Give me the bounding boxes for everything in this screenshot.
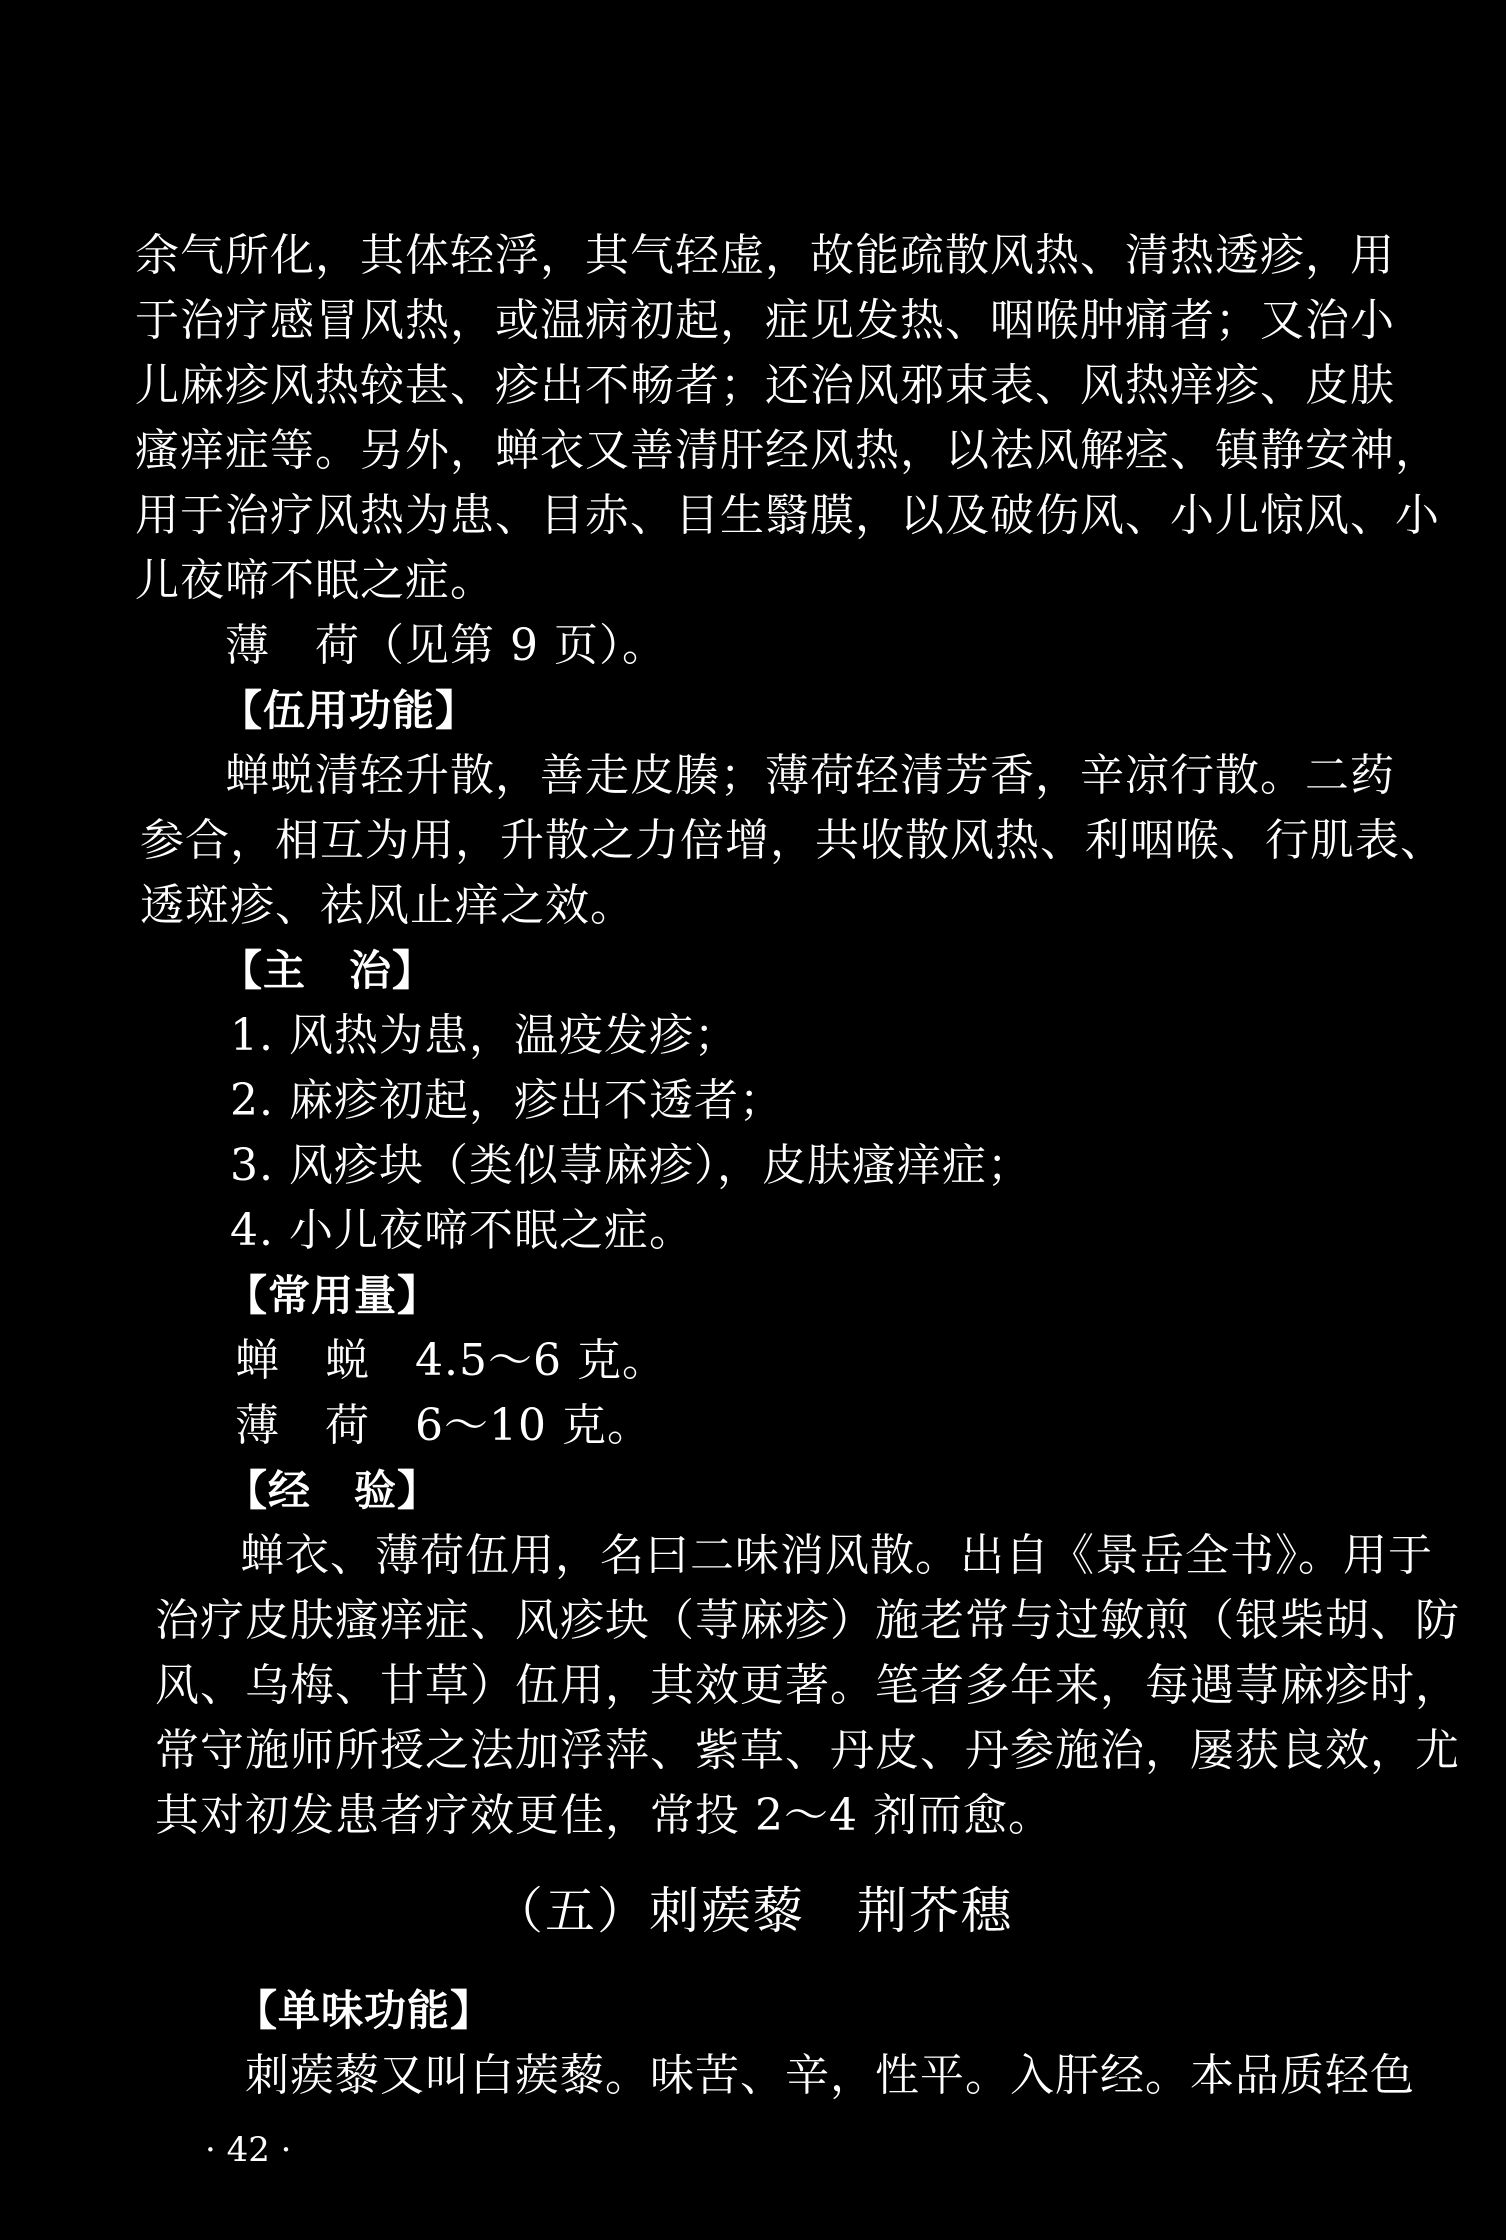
page-number: · 42 · <box>205 2130 292 2170</box>
combined-function-line-1: 蝉蜕清轻升散，善走皮腠；薄荷轻清芳香，辛凉行散。二药 <box>225 750 1395 801</box>
intro-line-2: 于治疗感冒风热，或温病初起，症见发热、咽喉肿痛者；又治小 <box>135 295 1395 346</box>
combined-function-line-3: 透斑疹、祛风止痒之效。 <box>140 880 635 931</box>
dosage-heading: 【常用量】 <box>225 1271 441 1320</box>
experience-line-4: 常守施师所授之法加浮萍、紫草、丹皮、丹参施治，屡获良效，尤 <box>155 1725 1460 1776</box>
experience-line-5: 其对初发患者疗效更佳，常投 2～4 剂而愈。 <box>155 1790 1053 1841</box>
intro-line-5: 用于治疗风热为患、目赤、目生翳膜，以及破伤风、小儿惊风、小 <box>135 490 1440 541</box>
indication-item-1: 1. 风热为患，温疫发疹； <box>230 1010 739 1061</box>
experience-line-2: 治疗皮肤瘙痒症、风疹块（荨麻疹）施老常与过敏煎（银柴胡、防 <box>155 1595 1460 1646</box>
indications-heading: 【主 治】 <box>220 946 436 995</box>
indication-item-2: 2. 麻疹初起，疹出不透者； <box>230 1075 784 1126</box>
dosage-item-2: 薄 荷 6～10 克。 <box>235 1400 652 1451</box>
intro-line-3: 儿麻疹风热较甚、疹出不畅者；还治风邪束表、风热痒疹、皮肤 <box>135 360 1395 411</box>
single-function-heading: 【单味功能】 <box>235 1986 494 2035</box>
intro-line-1: 余气所化，其体轻浮，其气轻虚，故能疏散风热、清热透疹，用 <box>135 230 1395 281</box>
combined-function-heading: 【伍用功能】 <box>220 686 479 735</box>
indication-item-4: 4. 小儿夜啼不眠之症。 <box>230 1205 694 1256</box>
dosage-item-1: 蝉 蜕 4.5～6 克。 <box>235 1335 667 1386</box>
bohe-reference: 薄 荷（见第 9 页）。 <box>225 620 667 671</box>
section-title: （五）刺蒺藜 荆芥穗 <box>493 1882 1013 1940</box>
experience-line-1: 蝉衣、薄荷伍用，名曰二味消风散。出自《景岳全书》。用于 <box>240 1530 1433 1581</box>
experience-heading: 【经 验】 <box>225 1466 441 1515</box>
single-function-line-1: 刺蒺藜又叫白蒺藜。味苦、辛，性平。入肝经。本品质轻色 <box>245 2050 1415 2101</box>
indication-item-3: 3. 风疹块（类似荨麻疹），皮肤瘙痒症； <box>230 1140 1032 1191</box>
combined-function-line-2: 参合，相互为用，升散之力倍增，共收散风热、利咽喉、行肌表、 <box>140 815 1445 866</box>
experience-line-3: 风、乌梅、甘草）伍用，其效更著。笔者多年来，每遇荨麻疹时， <box>155 1660 1460 1711</box>
intro-line-6: 儿夜啼不眠之症。 <box>135 555 495 606</box>
intro-line-4: 瘙痒症等。另外，蝉衣又善清肝经风热，以祛风解痉、镇静安神， <box>135 425 1440 476</box>
